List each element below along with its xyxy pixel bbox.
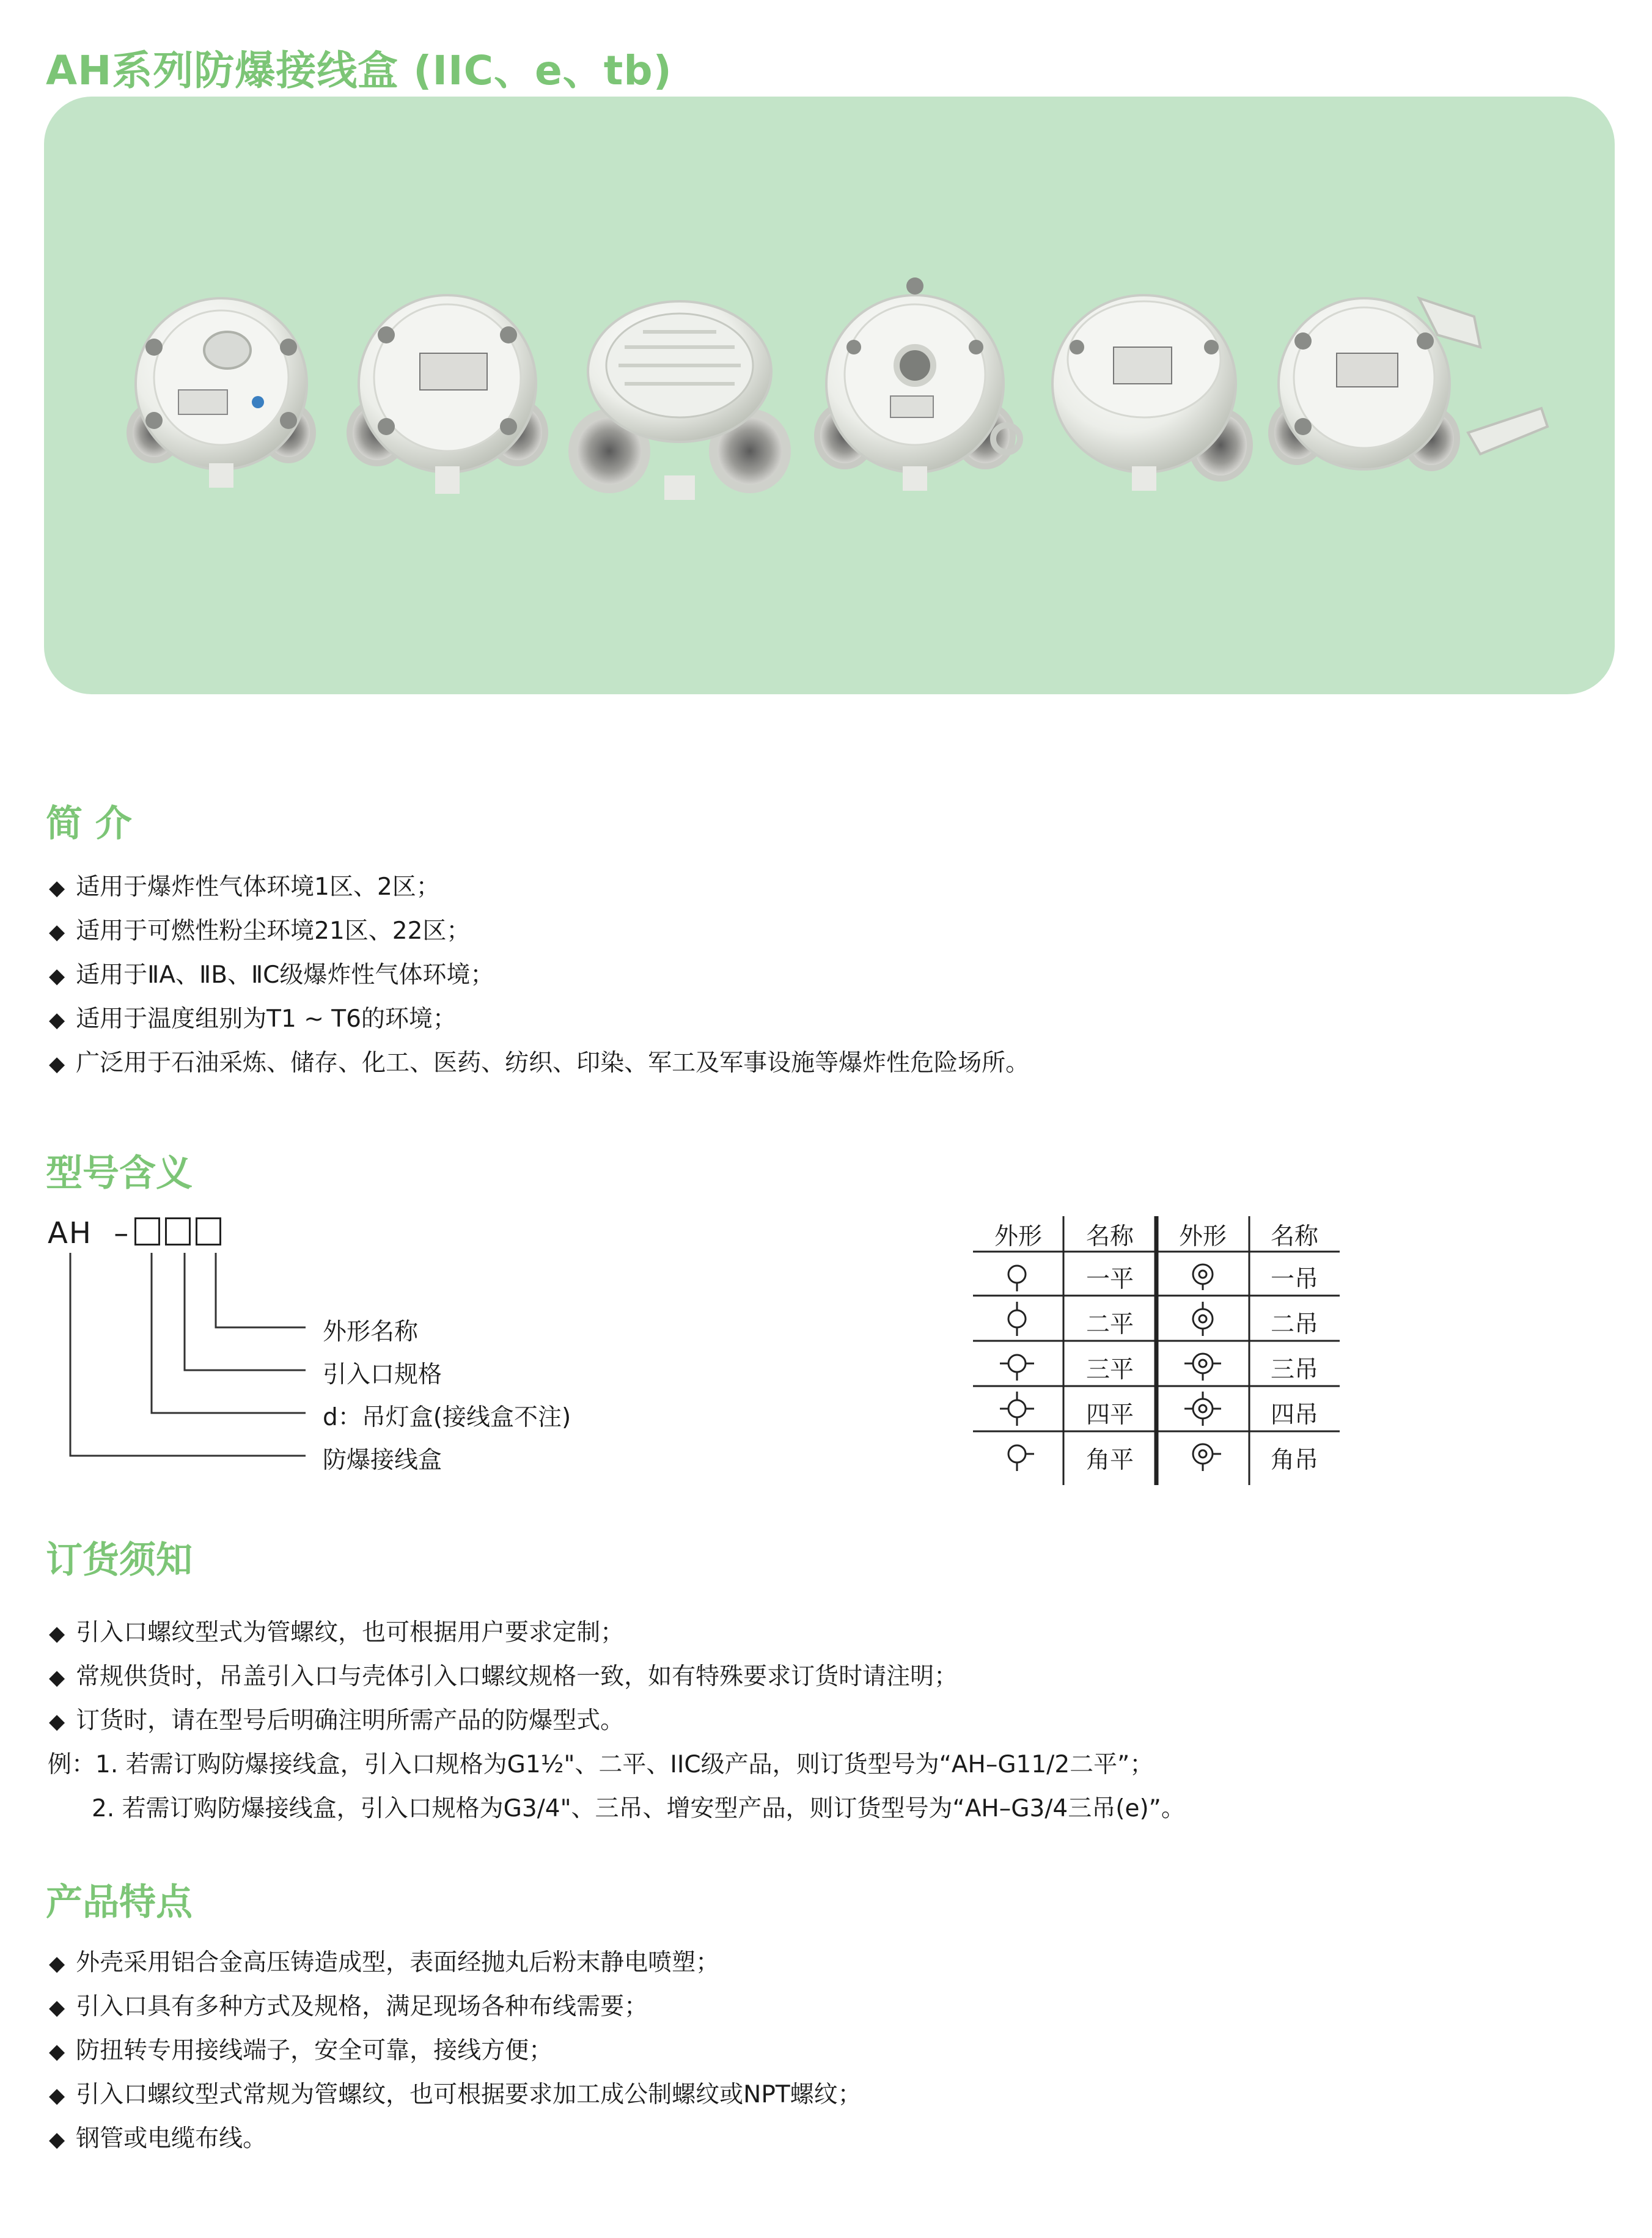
table-cell: 四吊 bbox=[1270, 1401, 1318, 1429]
code-box-2 bbox=[165, 1217, 191, 1246]
list-item: ◆ 适用于温度组别为T1 ~ T6的环境； bbox=[49, 1005, 457, 1033]
code-box-1 bbox=[134, 1217, 160, 1246]
shape-three-flat-icon bbox=[1000, 1355, 1034, 1381]
table-header-shape: 外形 bbox=[994, 1223, 1042, 1250]
shape-corner-flat-icon bbox=[1008, 1445, 1034, 1471]
product-single-vent-box bbox=[130, 298, 313, 488]
intro-list bbox=[49, 865, 1029, 1085]
list-item: ◆ 适用于爆炸性气体环境1区、2区； bbox=[49, 873, 440, 901]
label-entry-spec: 引入口规格 bbox=[323, 1361, 442, 1389]
list-item: ◆ 广泛用于石油采炼、储存、化工、医药、纺织、印染、军工及军事设施等爆炸性危险场所。 bbox=[49, 1049, 1030, 1077]
list-item: ◆ 防扭转专用接线端子，安全可靠，接线方便； bbox=[49, 2037, 553, 2064]
table-cell: 二吊 bbox=[1270, 1311, 1318, 1338]
product-banner bbox=[44, 97, 1615, 694]
table-header-name: 名称 bbox=[1085, 1223, 1134, 1250]
page-title: AH系列防爆接线盒 (IIC、e、tb) bbox=[46, 47, 672, 94]
list-item: ◆ 适用于可燃性粉尘环境21区、22区； bbox=[49, 917, 471, 945]
code-box-3 bbox=[196, 1217, 221, 1246]
list-item: ◆ 订货时，请在型号后明确注明所需产品的防爆型式。 bbox=[49, 1707, 625, 1734]
list-item: ◆ 引入口具有多种方式及规格，满足现场各种布线需要； bbox=[49, 1993, 648, 2020]
table-cell: 二平 bbox=[1085, 1311, 1134, 1338]
label-lamp-box: d：吊灯盒(接线盒不注) bbox=[323, 1404, 571, 1431]
table-header-shape: 外形 bbox=[1178, 1223, 1227, 1250]
model-heading: 型号含义 bbox=[46, 1152, 193, 1195]
list-item: ◆ 常规供货时，吊盖引入口与壳体引入口螺纹规格一致，如有特殊要求订货时请注明； bbox=[49, 1663, 958, 1690]
shape-corner-hang-icon bbox=[1193, 1444, 1221, 1471]
table-cell: 四平 bbox=[1085, 1401, 1134, 1429]
table-cell: 三吊 bbox=[1270, 1356, 1318, 1384]
intro-heading: 简 介 bbox=[46, 802, 132, 845]
shape-two-hang-icon bbox=[1193, 1302, 1213, 1336]
product-corner-box bbox=[1052, 295, 1250, 491]
model-dash: – bbox=[114, 1216, 130, 1250]
table-cell: 一平 bbox=[1085, 1266, 1134, 1293]
list-item: ◆ 适用于ⅡA、ⅡB、ⅡC级爆炸性气体环境； bbox=[49, 961, 494, 989]
shape-one-hang-icon bbox=[1193, 1264, 1213, 1290]
model-prefix: AH bbox=[48, 1216, 92, 1250]
label-shape-name: 外形名称 bbox=[323, 1318, 419, 1346]
list-item: ◆ 钢管或电缆布线。 bbox=[49, 2125, 267, 2152]
shape-four-hang-icon bbox=[1184, 1392, 1221, 1426]
table-header-name: 名称 bbox=[1270, 1223, 1318, 1250]
product-hanging-lamp-box bbox=[817, 277, 1020, 491]
order-example-2: 2. 若需订购防爆接线盒，引入口规格为G3/4"、三吊、增安型产品，则订货型号为“AH–G3/4三吊(e)”。 bbox=[92, 1795, 1185, 1822]
list-item: ◆ 引入口螺纹型式为管螺纹，也可根据用户要求定制； bbox=[49, 1619, 625, 1646]
label-junction-box: 防爆接线盒 bbox=[323, 1447, 442, 1474]
table-cell: 三平 bbox=[1085, 1356, 1134, 1384]
product-three-way-box bbox=[350, 295, 545, 494]
product-ribbed-lid-box bbox=[573, 301, 787, 500]
shape-one-flat-icon bbox=[1008, 1266, 1026, 1291]
table-cell: 角平 bbox=[1085, 1447, 1134, 1474]
table-cell: 一吊 bbox=[1270, 1266, 1318, 1293]
table-cell: 角吊 bbox=[1270, 1447, 1318, 1474]
shape-two-flat-icon bbox=[1008, 1302, 1026, 1336]
features-heading: 产品特点 bbox=[46, 1881, 193, 1924]
shape-four-flat-icon bbox=[1000, 1392, 1034, 1426]
features-list bbox=[49, 1941, 862, 2161]
list-item: ◆ 引入口螺纹型式常规为管螺纹，也可根据要求加工成公制螺纹或NPT螺纹； bbox=[49, 2081, 862, 2108]
model-code bbox=[48, 1216, 221, 1250]
product-illustrations bbox=[44, 97, 1615, 694]
order-list bbox=[49, 1611, 958, 1743]
order-heading: 订货须知 bbox=[46, 1539, 193, 1582]
shape-three-hang-icon bbox=[1184, 1354, 1221, 1381]
order-example-1: 例：1. 若需订购防爆接线盒，引入口规格为G1½"、二平、IIC级产品，则订货型号为“AH–G11/2二平”； bbox=[48, 1751, 1154, 1778]
product-bracket-box bbox=[1271, 298, 1547, 469]
shape-name-table bbox=[973, 1216, 1340, 1497]
list-item: ◆ 外壳采用铝合金高压铸造成型，表面经抛丸后粉末静电喷塑； bbox=[49, 1949, 720, 1976]
